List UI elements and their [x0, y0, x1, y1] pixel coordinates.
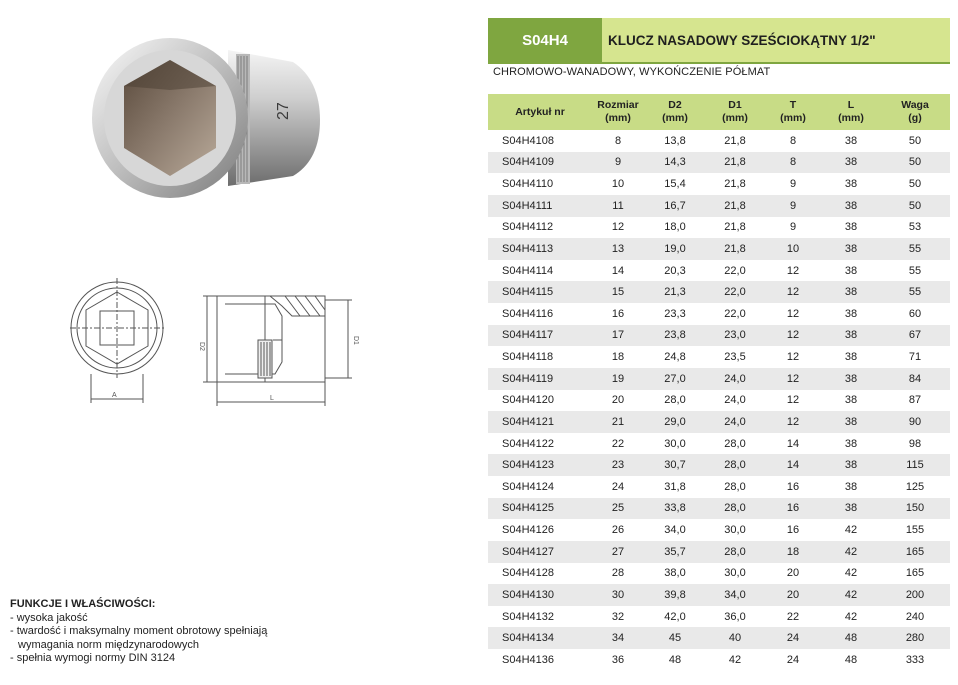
- cell-d1: 21,8: [706, 173, 764, 195]
- socket-photo: [88, 20, 328, 200]
- cell-weight: 50: [880, 130, 950, 152]
- cell-d2: 30,0: [644, 433, 706, 455]
- cell-size: 16: [592, 303, 644, 325]
- cell-weight: 84: [880, 368, 950, 390]
- cell-article: S04H4117: [488, 325, 592, 347]
- cell-l: 38: [822, 260, 880, 282]
- cell-article: S04H4127: [488, 541, 592, 563]
- cell-size: 11: [592, 195, 644, 217]
- cell-l: 38: [822, 130, 880, 152]
- cell-weight: 165: [880, 563, 950, 585]
- cell-d2: 45: [644, 627, 706, 649]
- table-row: [488, 498, 950, 520]
- cell-d2: 42,0: [644, 606, 706, 628]
- cell-t: 12: [764, 390, 822, 412]
- cell-weight: 125: [880, 476, 950, 498]
- cell-article: S04H4120: [488, 390, 592, 412]
- cell-t: 8: [764, 130, 822, 152]
- dim-d1-label: D1: [352, 336, 359, 345]
- table-row: [488, 173, 950, 195]
- dim-a-label: A: [112, 392, 117, 399]
- cell-weight: 55: [880, 238, 950, 260]
- cell-d1: 22,0: [706, 303, 764, 325]
- cell-d1: 36,0: [706, 606, 764, 628]
- cell-size: 10: [592, 173, 644, 195]
- dim-d2-label: D2: [198, 342, 205, 351]
- col-header-d2: D2 (mm): [644, 94, 706, 130]
- cell-d2: 23,3: [644, 303, 706, 325]
- cell-article: S04H4126: [488, 519, 592, 541]
- cell-size: 28: [592, 563, 644, 585]
- cell-d2: 13,8: [644, 130, 706, 152]
- cell-d1: 24,0: [706, 390, 764, 412]
- cell-article: S04H4108: [488, 130, 592, 152]
- cell-t: 9: [764, 217, 822, 239]
- cell-article: S04H4134: [488, 627, 592, 649]
- cell-weight: 55: [880, 281, 950, 303]
- table-row: [488, 390, 950, 412]
- cell-d2: 38,0: [644, 563, 706, 585]
- cell-weight: 165: [880, 541, 950, 563]
- cell-d1: 21,8: [706, 195, 764, 217]
- cell-t: 9: [764, 195, 822, 217]
- cell-size: 15: [592, 281, 644, 303]
- cell-size: 18: [592, 346, 644, 368]
- cell-article: S04H4128: [488, 563, 592, 585]
- cell-d2: 31,8: [644, 476, 706, 498]
- cell-t: 12: [764, 303, 822, 325]
- cell-l: 42: [822, 519, 880, 541]
- cell-d2: 48: [644, 649, 706, 671]
- cell-article: S04H4132: [488, 606, 592, 628]
- cell-d2: 35,7: [644, 541, 706, 563]
- cell-t: 12: [764, 411, 822, 433]
- cell-l: 42: [822, 584, 880, 606]
- col-header-article: Artykuł nr: [488, 94, 592, 130]
- table-row: [488, 411, 950, 433]
- technical-drawing: [60, 270, 370, 410]
- cell-size: 30: [592, 584, 644, 606]
- table-header-row: [488, 94, 950, 130]
- cell-article: S04H4123: [488, 454, 592, 476]
- table-row: [488, 476, 950, 498]
- cell-d1: 28,0: [706, 454, 764, 476]
- product-title: KLUCZ NASADOWY SZEŚCIOKĄTNY 1/2": [602, 18, 950, 62]
- table-row: [488, 152, 950, 174]
- cell-article: S04H4130: [488, 584, 592, 606]
- cell-article: S04H4110: [488, 173, 592, 195]
- cell-l: 38: [822, 303, 880, 325]
- cell-d2: 14,3: [644, 152, 706, 174]
- cell-l: 38: [822, 454, 880, 476]
- cell-t: 12: [764, 281, 822, 303]
- cell-t: 8: [764, 152, 822, 174]
- cell-article: S04H4119: [488, 368, 592, 390]
- cell-d1: 21,8: [706, 217, 764, 239]
- cell-size: 26: [592, 519, 644, 541]
- cell-d2: 15,4: [644, 173, 706, 195]
- dim-l-label: L: [270, 395, 274, 402]
- table-body: [488, 130, 950, 671]
- cell-t: 12: [764, 368, 822, 390]
- table-row: [488, 130, 950, 152]
- cell-d1: 21,8: [706, 130, 764, 152]
- cell-t: 20: [764, 584, 822, 606]
- cell-t: 16: [764, 498, 822, 520]
- socket-engraving: 27: [275, 102, 292, 120]
- cell-t: 18: [764, 541, 822, 563]
- table-row: [488, 195, 950, 217]
- cell-size: 17: [592, 325, 644, 347]
- cell-t: 12: [764, 346, 822, 368]
- col-header-size: Rozmiar (mm): [592, 94, 644, 130]
- cell-l: 38: [822, 390, 880, 412]
- cell-size: 23: [592, 454, 644, 476]
- cell-article: S04H4121: [488, 411, 592, 433]
- cell-size: 24: [592, 476, 644, 498]
- header-divider: [488, 62, 950, 64]
- cell-d2: 18,0: [644, 217, 706, 239]
- cell-size: 21: [592, 411, 644, 433]
- cell-l: 38: [822, 173, 880, 195]
- cell-d2: 19,0: [644, 238, 706, 260]
- product-subtitle: CHROMOWO-WANADOWY, WYKOŃCZENIE PÓŁMAT: [493, 66, 771, 78]
- cell-d2: 16,7: [644, 195, 706, 217]
- cell-d2: 34,0: [644, 519, 706, 541]
- feature-line: - wysoka jakość: [10, 611, 88, 624]
- cell-d2: 27,0: [644, 368, 706, 390]
- feature-line: - spełnia wymogi normy DIN 3124: [10, 652, 176, 664]
- cell-t: 12: [764, 325, 822, 347]
- cell-l: 38: [822, 238, 880, 260]
- table-row: [488, 649, 950, 671]
- cell-d1: 23,5: [706, 346, 764, 368]
- cell-weight: 280: [880, 627, 950, 649]
- cell-size: 20: [592, 390, 644, 412]
- cell-d1: 22,0: [706, 260, 764, 282]
- cell-d1: 21,8: [706, 238, 764, 260]
- cell-weight: 98: [880, 433, 950, 455]
- cell-d2: 33,8: [644, 498, 706, 520]
- cell-t: 14: [764, 454, 822, 476]
- cell-weight: 55: [880, 260, 950, 282]
- table-row: [488, 368, 950, 390]
- cell-t: 20: [764, 563, 822, 585]
- cell-weight: 90: [880, 411, 950, 433]
- col-header-weight: Waga (g): [880, 94, 950, 130]
- cell-d1: 23,0: [706, 325, 764, 347]
- cell-size: 32: [592, 606, 644, 628]
- cell-t: 12: [764, 260, 822, 282]
- cell-l: 38: [822, 498, 880, 520]
- cell-article: S04H4118: [488, 346, 592, 368]
- cell-l: 38: [822, 195, 880, 217]
- col-header-d1: D1 (mm): [706, 94, 764, 130]
- cell-article: S04H4111: [488, 195, 592, 217]
- feature-line: wymagania norm międzynarodowych: [18, 638, 199, 651]
- cell-weight: 53: [880, 217, 950, 239]
- cell-weight: 200: [880, 584, 950, 606]
- cell-d2: 39,8: [644, 584, 706, 606]
- cell-l: 38: [822, 433, 880, 455]
- table-row: [488, 519, 950, 541]
- table-row: [488, 627, 950, 649]
- cell-t: 9: [764, 173, 822, 195]
- cell-article: S04H4124: [488, 476, 592, 498]
- cell-t: 16: [764, 519, 822, 541]
- cell-weight: 60: [880, 303, 950, 325]
- cell-weight: 50: [880, 152, 950, 174]
- table-row: [488, 433, 950, 455]
- cell-article: S04H4136: [488, 649, 592, 671]
- cell-weight: 115: [880, 454, 950, 476]
- cell-d2: 29,0: [644, 411, 706, 433]
- cell-l: 42: [822, 541, 880, 563]
- cell-size: 34: [592, 627, 644, 649]
- cell-article: S04H4113: [488, 238, 592, 260]
- cell-weight: 240: [880, 606, 950, 628]
- cell-size: 27: [592, 541, 644, 563]
- cell-d1: 30,0: [706, 519, 764, 541]
- specification-table: [488, 94, 950, 671]
- cell-l: 42: [822, 563, 880, 585]
- cell-t: 24: [764, 649, 822, 671]
- features-heading: FUNKCJE I WŁAŚCIWOŚCI:: [10, 598, 156, 610]
- cell-t: 24: [764, 627, 822, 649]
- cell-size: 22: [592, 433, 644, 455]
- table-row: [488, 281, 950, 303]
- cell-weight: 333: [880, 649, 950, 671]
- cell-article: S04H4115: [488, 281, 592, 303]
- feature-line: - twardość i maksymalny moment obrotowy spełniają: [10, 625, 268, 637]
- cell-size: 8: [592, 130, 644, 152]
- cell-d1: 40: [706, 627, 764, 649]
- col-header-l: L (mm): [822, 94, 880, 130]
- cell-weight: 155: [880, 519, 950, 541]
- cell-l: 38: [822, 346, 880, 368]
- cell-weight: 50: [880, 173, 950, 195]
- cell-t: 22: [764, 606, 822, 628]
- cell-weight: 67: [880, 325, 950, 347]
- cell-t: 16: [764, 476, 822, 498]
- cell-size: 14: [592, 260, 644, 282]
- cell-d1: 28,0: [706, 433, 764, 455]
- cell-d2: 30,7: [644, 454, 706, 476]
- cell-l: 38: [822, 281, 880, 303]
- cell-size: 13: [592, 238, 644, 260]
- table-row: [488, 454, 950, 476]
- cell-l: 48: [822, 627, 880, 649]
- cell-article: S04H4116: [488, 303, 592, 325]
- cell-l: 42: [822, 606, 880, 628]
- cell-weight: 87: [880, 390, 950, 412]
- cell-size: 9: [592, 152, 644, 174]
- cell-size: 12: [592, 217, 644, 239]
- table-row: [488, 563, 950, 585]
- cell-size: 25: [592, 498, 644, 520]
- cell-article: S04H4112: [488, 217, 592, 239]
- cell-t: 14: [764, 433, 822, 455]
- cell-size: 36: [592, 649, 644, 671]
- cell-article: S04H4109: [488, 152, 592, 174]
- cell-d1: 30,0: [706, 563, 764, 585]
- cell-weight: 50: [880, 195, 950, 217]
- cell-weight: 71: [880, 346, 950, 368]
- cell-d1: 21,8: [706, 152, 764, 174]
- cell-l: 38: [822, 368, 880, 390]
- table-row: [488, 346, 950, 368]
- cell-d1: 34,0: [706, 584, 764, 606]
- cell-l: 38: [822, 411, 880, 433]
- col-header-t: T (mm): [764, 94, 822, 130]
- cell-l: 38: [822, 152, 880, 174]
- product-code-badge: S04H4: [488, 18, 602, 62]
- cell-weight: 150: [880, 498, 950, 520]
- cell-l: 48: [822, 649, 880, 671]
- cell-d2: 28,0: [644, 390, 706, 412]
- cell-d2: 23,8: [644, 325, 706, 347]
- cell-d1: 24,0: [706, 368, 764, 390]
- table-row: [488, 217, 950, 239]
- cell-d1: 28,0: [706, 498, 764, 520]
- features-section: [10, 598, 267, 666]
- cell-l: 38: [822, 476, 880, 498]
- cell-d2: 20,3: [644, 260, 706, 282]
- table-row: [488, 260, 950, 282]
- cell-d1: 28,0: [706, 541, 764, 563]
- cell-l: 38: [822, 217, 880, 239]
- cell-d1: 24,0: [706, 411, 764, 433]
- cell-t: 10: [764, 238, 822, 260]
- table-row: [488, 606, 950, 628]
- cell-d1: 22,0: [706, 281, 764, 303]
- table-row: [488, 584, 950, 606]
- cell-d2: 21,3: [644, 281, 706, 303]
- table-row: [488, 325, 950, 347]
- table-row: [488, 303, 950, 325]
- cell-d1: 28,0: [706, 476, 764, 498]
- cell-d1: 42: [706, 649, 764, 671]
- table-row: [488, 541, 950, 563]
- table-row: [488, 238, 950, 260]
- cell-article: S04H4125: [488, 498, 592, 520]
- cell-article: S04H4114: [488, 260, 592, 282]
- cell-size: 19: [592, 368, 644, 390]
- cell-d2: 24,8: [644, 346, 706, 368]
- cell-l: 38: [822, 325, 880, 347]
- cell-article: S04H4122: [488, 433, 592, 455]
